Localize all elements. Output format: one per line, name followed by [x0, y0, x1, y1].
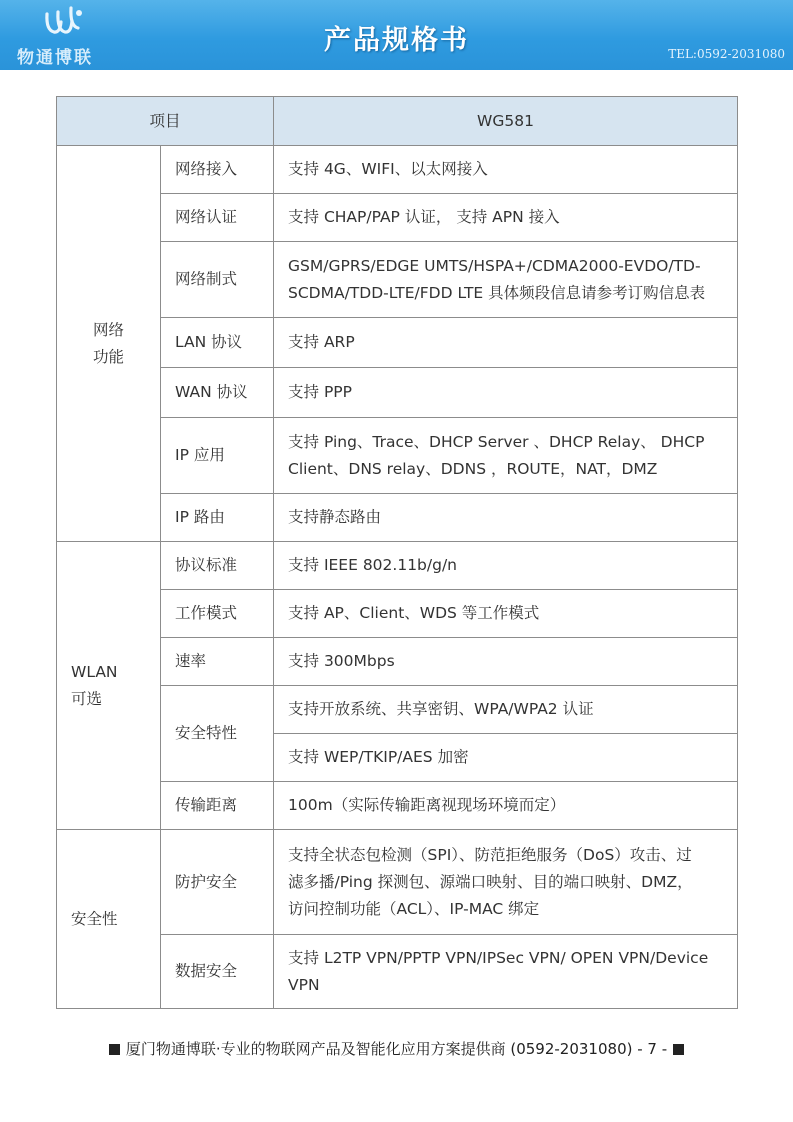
item-value-cell: 100m（实际传输距离视现场环境而定） [274, 782, 738, 830]
item-name-cell: IP 应用 [161, 418, 274, 494]
item-name-cell: LAN 协议 [161, 318, 274, 368]
col-model-header: WG581 [274, 97, 738, 146]
item-value-cell: 支持 L2TP VPN/PPTP VPN/IPSec VPN/ OPEN VPN/Device VPN [274, 935, 738, 1009]
item-value-cell: GSM/GPRS/EDGE UMTS/HSPA+/CDMA2000-EVDO/TD- SCDMA/TDD-LTE/FDD LTE 具体频段信息请参考订购信息表 [274, 242, 738, 318]
item-name-cell: 防护安全 [161, 830, 274, 935]
item-value-cell: 支持 Ping、Trace、DHCP Server 、DHCP Relay、 DHCP Client、DNS relay、DDNS ，ROUTE，NAT，DMZ [274, 418, 738, 494]
footer-page-number: - 7 - [637, 1040, 668, 1058]
item-name-cell: 网络认证 [161, 194, 274, 242]
category-cell: 网络 功能 [57, 146, 161, 542]
header-tel: TEL:0592-2031080 [668, 47, 785, 61]
item-name-cell: 安全特性 [161, 686, 274, 782]
footer-square-icon [109, 1044, 120, 1055]
table-row [57, 830, 738, 935]
item-name-cell: IP 路由 [161, 494, 274, 542]
item-name-cell: 网络制式 [161, 242, 274, 318]
item-value-cell: 支持 WEP/TKIP/AES 加密 [274, 734, 738, 782]
item-value-cell: 支持 300Mbps [274, 638, 738, 686]
category-cell: 安全性 [57, 830, 161, 1009]
spec-table [56, 96, 738, 1009]
item-value-cell: 支持 CHAP/PAP 认证， 支持 APN 接入 [274, 194, 738, 242]
col-item-header: 项目 [57, 97, 274, 146]
footer-square-icon [673, 1044, 684, 1055]
item-value-cell: 支持 PPP [274, 368, 738, 418]
item-value-cell: 支持 4G、WIFI、以太网接入 [274, 146, 738, 194]
spec-table-body [57, 146, 738, 1009]
footer-text: 厦门物通博联·专业的物联网产品及智能化应用方案提供商 (0592-2031080) [125, 1040, 633, 1058]
category-cell: WLAN 可选 [57, 542, 161, 830]
page-title: 产品规格书 [324, 25, 469, 56]
item-name-cell: 传输距离 [161, 782, 274, 830]
table-row [57, 542, 738, 590]
item-value-cell: 支持 ARP [274, 318, 738, 368]
item-name-cell: 数据安全 [161, 935, 274, 1009]
item-name-cell: 速率 [161, 638, 274, 686]
page-header [0, 0, 793, 70]
item-name-cell: 工作模式 [161, 590, 274, 638]
table-header-row [57, 97, 738, 146]
logo-text: 物通博联 [17, 48, 93, 68]
item-value-cell: 支持全状态包检测（SPI）、防范拒绝服务（DoS）攻击、过 滤多播/Ping 探测包、源端口映射、目的端口映射、DMZ， 访问控制功能（ACL）、IP-MAC 绑定 [274, 830, 738, 935]
item-name-cell: 网络接入 [161, 146, 274, 194]
item-value-cell: 支持开放系统、共享密钥、WPA/WPA2 认证 [274, 686, 738, 734]
item-name-cell: WAN 协议 [161, 368, 274, 418]
item-name-cell: 协议标准 [161, 542, 274, 590]
page-footer [0, 1038, 793, 1059]
item-value-cell: 支持静态路由 [274, 494, 738, 542]
table-row [57, 146, 738, 194]
item-value-cell: 支持 AP、Client、WDS 等工作模式 [274, 590, 738, 638]
item-value-cell: 支持 IEEE 802.11b/g/n [274, 542, 738, 590]
